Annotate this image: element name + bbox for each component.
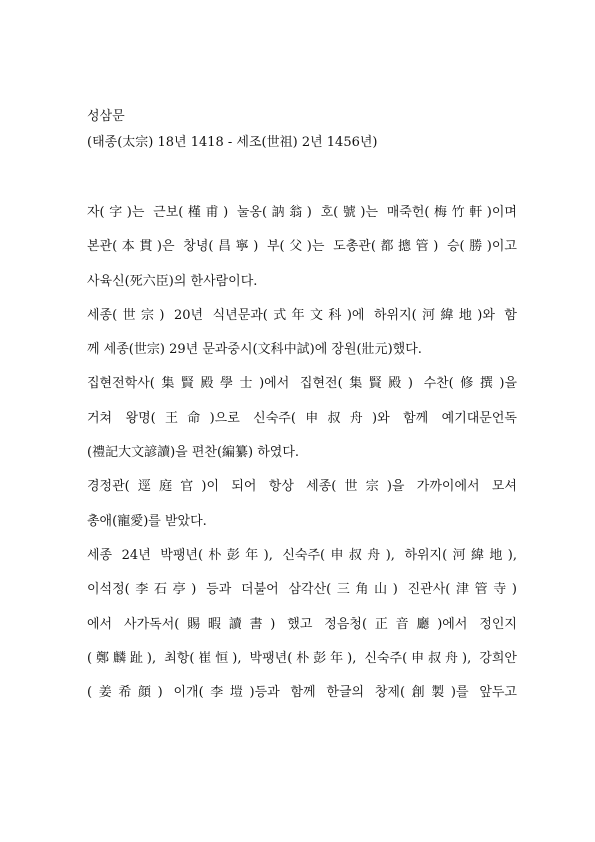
document-header (87, 104, 517, 156)
body-text (87, 196, 517, 710)
text-line: (禮記大文諺讀)을 편찬(編纂) 하였다. (87, 445, 300, 461)
text-line: 거쳐 왕명(王命)으로 신숙주(申叔舟)와 함께 예기대문언독 (87, 410, 517, 426)
text-line: 집현전학사(集賢殿學士)에서 집현전(集賢殿) 수찬(修撰)을 (87, 376, 517, 392)
life-dates: (태종(太宗) 18년 1418 - 세조(世祖) 2년 1456년) (87, 135, 378, 150)
text-line: 총애(寵愛)를 받았다. (87, 513, 207, 529)
text-line: 자(字)는 근보(槿甫) 눌옹(訥翁) 호(號)는 매죽헌(梅竹軒)이며 (87, 205, 517, 220)
text-line: 본관(本貫)은 창녕(昌寧) 부(父)는 도총관(都摠管) 승(勝)이고 (87, 239, 517, 255)
text-line: 세종(世宗) 20년 식년문과(式年文科)에 하위지(河緯地)와 함 (87, 307, 517, 323)
text-line: 께 세종(世宗) 29년 문과중시(文科中試)에 장원(壯元)했다. (87, 342, 422, 358)
text-line: 사육신(死六臣)의 한사람이다. (87, 273, 258, 289)
text-line: 에서 사가독서(賜暇讀書) 했고 정음청(正音廳)에서 정인지 (87, 616, 517, 632)
text-line: 세종 24년 박팽년(朴彭年), 신숙주(申叔舟), 하위지(河緯地), (87, 547, 517, 563)
text-line: 경정관(逕庭官)이 되어 항상 세종(世宗)을 가까이에서 모셔 (87, 479, 517, 495)
person-name: 성삼문 (87, 109, 125, 124)
text-line: (鄭麟趾), 최항(崔恒), 박팽년(朴彭年), 신숙주(申叔舟), 강희안 (87, 650, 517, 666)
text-line: 이석정(李石亭) 등과 더불어 삼각산(三角山) 진관사(津管寺) (87, 582, 517, 598)
text-line: (姜希顔) 이개(李塏)등과 함께 한글의 창제(創製)를 앞두고 (87, 685, 517, 701)
